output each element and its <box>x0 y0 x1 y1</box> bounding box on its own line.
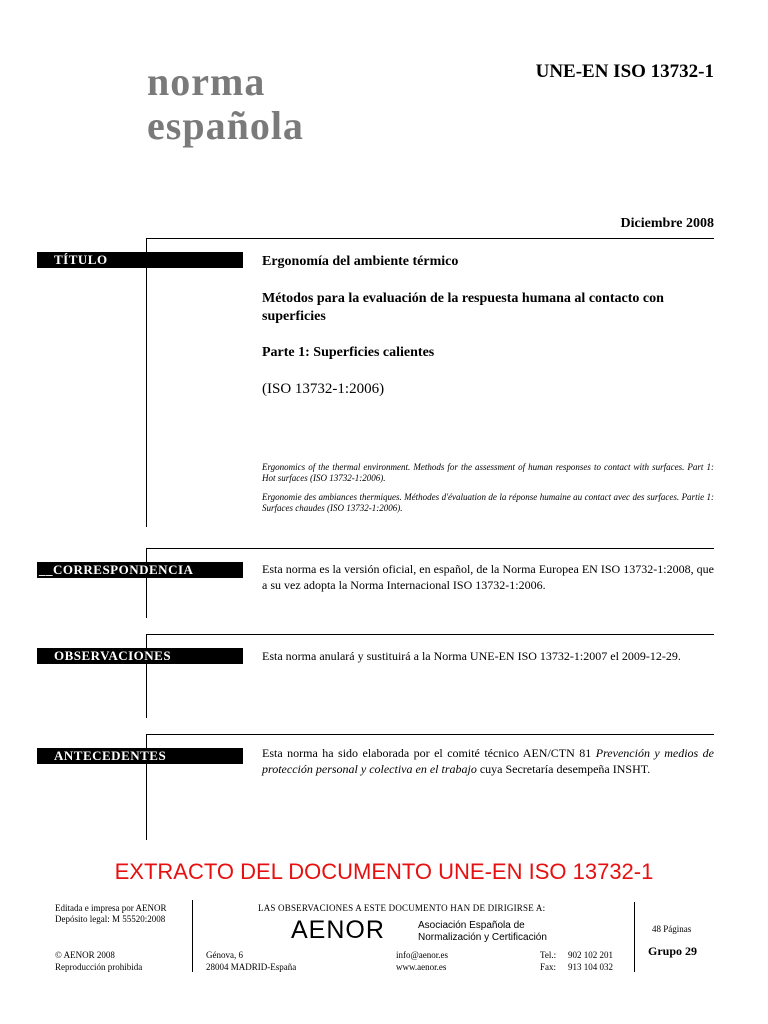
footer-observations-to: LAS OBSERVACIONES A ESTE DOCUMENTO HAN DE DIRIGIRSE A: <box>258 903 546 913</box>
section-rule-vertical <box>146 634 147 718</box>
aenor-logo: AENOR <box>291 916 385 944</box>
antecedentes-text <box>262 745 714 777</box>
brand-title-line1: norma <box>147 59 266 104</box>
titulo-content <box>262 253 714 514</box>
correspondencia-text: Esta norma es la versión oficial, en español, de la Norma Europea EN ISO 13732-1:2008, que a su vez adopta la Norma Internacional ISO 13732-1:2006. <box>262 562 714 592</box>
publication-date: Diciembre 2008 <box>620 216 714 231</box>
footer-address-line1: Génova, 6 <box>206 950 243 960</box>
section-label-titulo: TÍTULO <box>37 252 243 268</box>
title-main: Ergonomía del ambiente térmico <box>262 254 459 269</box>
price-group: Grupo 29 <box>648 944 698 958</box>
footer-legal-deposit: Depósito legal: M 55520:2008 <box>55 914 166 924</box>
footer-tel-label: Tel.: <box>540 950 557 960</box>
footer-divider <box>634 902 635 972</box>
footer-reproduction: Reproducción prohibida <box>55 962 143 972</box>
observaciones-text: Esta norma anulará y sustituirá a la Norma UNE-EN ISO 13732-1:2007 el 2009-12-29. <box>262 649 681 663</box>
org-name-line1: Asociación Española de <box>418 920 525 931</box>
footer-fax-label: Fax: <box>540 962 557 972</box>
section-rule-horizontal <box>146 734 714 735</box>
title-french: Ergonomie des ambiances thermiques. Méthodes d'évaluation de la réponse humaine au contact avec des surfaces. Partie 1: Surfaces chaudes (ISO 13732-1:2006). <box>262 492 714 513</box>
committee-name: Prevención y medios de protección personal y colectiva en el trabajo <box>262 746 715 776</box>
section-rule-horizontal <box>146 548 714 549</box>
section-label-antecedentes: ANTECEDENTES <box>37 748 243 764</box>
title-subtitle: Métodos para la evaluación de la respuesta humana al contacto con superficies <box>262 291 664 324</box>
footer-address-line2: 28004 MADRID-España <box>206 962 297 972</box>
title-part: Parte 1: Superficies calientes <box>262 345 435 360</box>
footer-copyright: © AENOR 2008 <box>55 950 115 960</box>
footer-edited-by: Editada e impresa por AENOR <box>55 903 167 913</box>
footer-divider <box>192 900 193 972</box>
section-rule-vertical <box>146 238 147 527</box>
section-rule-horizontal <box>146 634 714 635</box>
observaciones-content <box>262 648 714 664</box>
aenor-organization <box>418 920 547 944</box>
footer-fax-value: 913 104 032 <box>568 962 613 972</box>
org-name-line2: Normalización y Certificación <box>418 932 547 943</box>
antecedentes-text-end: cuya Secretaría desempeña INSHT. <box>476 762 651 776</box>
title-english: Ergonomics of the thermal environment. Methods for the assessment of human responses to contact with surfaces. Part 1: Hot surfaces (ISO 13732-1:2006). <box>262 462 714 483</box>
iso-reference: (ISO 13732-1:2006) <box>262 381 385 397</box>
extract-notice: EXTRACTO DEL DOCUMENTO UNE-EN ISO 13732-1 <box>114 859 654 884</box>
correspondencia-content <box>262 561 714 593</box>
antecedentes-content <box>262 745 714 777</box>
page-count: 48 Páginas <box>652 924 692 934</box>
section-rule-vertical <box>146 548 147 618</box>
brand-title-line2: española <box>147 103 304 148</box>
section-rule-horizontal <box>146 238 714 239</box>
antecedentes-text-start: Esta norma ha sido elaborada por el comité técnico AEN/CTN 81 <box>262 746 596 760</box>
standard-code: UNE-EN ISO 13732-1 <box>535 61 714 82</box>
section-label-observaciones: OBSERVACIONES <box>37 648 243 664</box>
section-label-correspondencia: __CORRESPONDENCIA <box>37 562 243 578</box>
footer-tel-value: 902 102 201 <box>568 950 613 960</box>
footer-web: www.aenor.es <box>396 962 447 972</box>
footer-email: info@aenor.es <box>396 950 449 960</box>
